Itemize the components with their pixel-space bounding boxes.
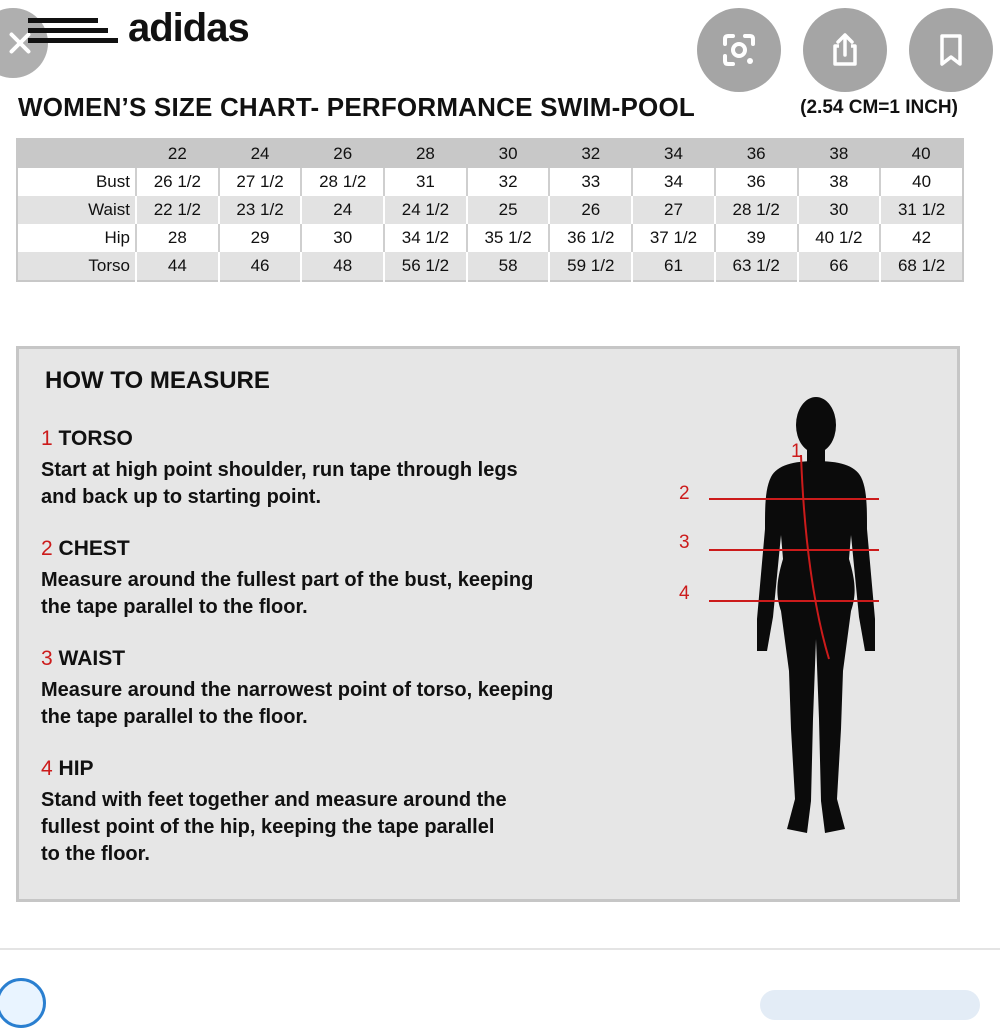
table-cell: 27 1/2 <box>219 168 302 196</box>
bookmark-icon <box>931 30 971 70</box>
lens-search-button[interactable] <box>697 8 781 92</box>
size-header: 40 <box>880 139 963 168</box>
table-cell: 30 <box>798 196 881 224</box>
how-to-measure-heading: HOW TO MEASURE <box>45 367 270 394</box>
row-label: Waist <box>17 196 136 224</box>
size-header: 34 <box>632 139 715 168</box>
table-cell: 36 <box>715 168 798 196</box>
size-chart-table <box>16 138 964 282</box>
table-cell: 58 <box>467 252 550 281</box>
bookmark-button[interactable] <box>909 8 993 92</box>
table-row-torso <box>17 252 963 281</box>
table-cell: 34 <box>632 168 715 196</box>
step-title <box>41 537 641 561</box>
figure-label-4: 4 <box>679 583 690 604</box>
share-icon <box>825 30 865 70</box>
step-number: 3 <box>41 647 53 670</box>
size-header-row <box>17 139 963 168</box>
table-cell: 27 <box>632 196 715 224</box>
table-cell: 28 1/2 <box>715 196 798 224</box>
table-cell: 61 <box>632 252 715 281</box>
table-cell: 37 1/2 <box>632 224 715 252</box>
table-cell: 24 <box>301 196 384 224</box>
table-cell: 63 1/2 <box>715 252 798 281</box>
size-header: 32 <box>549 139 632 168</box>
table-cell: 31 1/2 <box>880 196 963 224</box>
step-waist <box>41 647 641 731</box>
lens-search-icon <box>719 30 759 70</box>
how-to-measure-panel <box>16 346 960 902</box>
step-torso <box>41 427 641 511</box>
adidas-logo <box>28 4 249 52</box>
step-description: Measure around the narrowest point of torso, keeping the tape parallel to the floor. <box>41 679 554 728</box>
step-title <box>41 427 641 451</box>
table-cell: 29 <box>219 224 302 252</box>
table-cell: 22 1/2 <box>136 196 219 224</box>
figure-label-2: 2 <box>679 483 690 504</box>
table-row-bust <box>17 168 963 196</box>
table-row-hip <box>17 224 963 252</box>
size-header: 26 <box>301 139 384 168</box>
size-header: 22 <box>136 139 219 168</box>
row-label: Torso <box>17 252 136 281</box>
table-cell: 66 <box>798 252 881 281</box>
body-silhouette-figure <box>679 389 939 859</box>
table-row-waist <box>17 196 963 224</box>
step-description: Stand with feet together and measure around the fullest point of the hip, keeping the tape parallel to the floor. <box>41 789 507 865</box>
table-cell: 40 <box>880 168 963 196</box>
table-cell: 32 <box>467 168 550 196</box>
table-cell: 46 <box>219 252 302 281</box>
table-cell: 59 1/2 <box>549 252 632 281</box>
logo-stripes-icon <box>28 18 118 43</box>
step-title <box>41 757 641 781</box>
logo-text: adidas <box>128 5 249 50</box>
table-cell: 31 <box>384 168 467 196</box>
table-cell: 68 1/2 <box>880 252 963 281</box>
table-cell: 35 1/2 <box>467 224 550 252</box>
size-header: 28 <box>384 139 467 168</box>
table-cell: 30 <box>301 224 384 252</box>
row-label: Bust <box>17 168 136 196</box>
row-label: Hip <box>17 224 136 252</box>
step-label: CHEST <box>58 537 130 560</box>
divider <box>0 948 1000 950</box>
step-label: HIP <box>58 757 94 780</box>
table-cell: 25 <box>467 196 550 224</box>
table-cell: 26 <box>549 196 632 224</box>
share-button[interactable] <box>803 8 887 92</box>
table-cell: 23 1/2 <box>219 196 302 224</box>
step-label: WAIST <box>58 647 126 670</box>
table-cell: 34 1/2 <box>384 224 467 252</box>
visit-button[interactable] <box>760 990 980 1020</box>
step-hip <box>41 757 641 868</box>
table-cell: 56 1/2 <box>384 252 467 281</box>
step-number: 1 <box>41 427 53 450</box>
step-title <box>41 647 641 671</box>
size-header: 38 <box>798 139 881 168</box>
table-cell: 42 <box>880 224 963 252</box>
size-header: 36 <box>715 139 798 168</box>
figure-label-3: 3 <box>679 532 690 553</box>
size-header: 24 <box>219 139 302 168</box>
figure-label-1: 1 <box>791 441 802 462</box>
table-cell: 40 1/2 <box>798 224 881 252</box>
step-description: Start at high point shoulder, run tape through legs and back up to starting point. <box>41 459 518 508</box>
header-corner <box>17 139 136 168</box>
unit-note: (2.54 CM=1 INCH) <box>800 97 958 118</box>
step-number: 2 <box>41 537 53 560</box>
table-cell: 44 <box>136 252 219 281</box>
table-cell: 28 1/2 <box>301 168 384 196</box>
size-header: 30 <box>467 139 550 168</box>
source-site-icon[interactable] <box>0 978 46 1028</box>
step-number: 4 <box>41 757 53 780</box>
table-cell: 33 <box>549 168 632 196</box>
table-cell: 39 <box>715 224 798 252</box>
table-cell: 48 <box>301 252 384 281</box>
table-cell: 38 <box>798 168 881 196</box>
size-chart-title: WOMEN’S SIZE CHART- PERFORMANCE SWIM-POOL <box>18 92 695 122</box>
table-cell: 36 1/2 <box>549 224 632 252</box>
body-silhouette-icon <box>757 397 875 833</box>
table-cell: 28 <box>136 224 219 252</box>
step-chest <box>41 537 641 621</box>
table-cell: 24 1/2 <box>384 196 467 224</box>
step-description: Measure around the fullest part of the bust, keeping the tape parallel to the floor. <box>41 569 534 618</box>
table-cell: 26 1/2 <box>136 168 219 196</box>
step-label: TORSO <box>58 427 133 450</box>
